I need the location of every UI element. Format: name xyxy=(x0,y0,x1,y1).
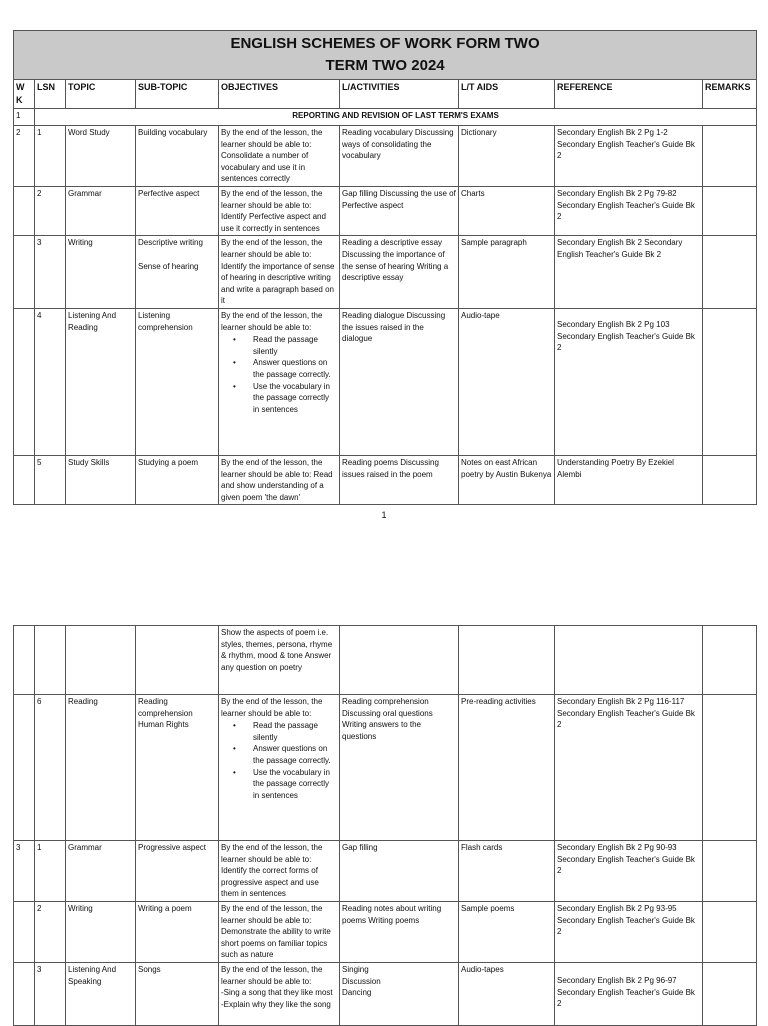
lesson-cell: 3 xyxy=(35,236,66,309)
activities-cell: Reading a descriptive essay Discussing the importance of the sense of hearing Writing a descriptive essay xyxy=(340,236,459,309)
remarks-cell xyxy=(703,841,757,902)
objectives-cell xyxy=(219,309,340,456)
activities-cell: Reading poems Discussing issues raised in the poem xyxy=(340,456,459,505)
activities-cell: Reading vocabulary Discussing ways of consolidating the vocabulary xyxy=(340,126,459,187)
activities-cell xyxy=(340,962,459,1025)
header-wk: W K xyxy=(14,80,35,109)
aids-cell: Charts xyxy=(459,187,555,236)
objectives-list xyxy=(221,334,337,415)
reference-cell xyxy=(555,626,703,695)
aids-cell: Audio-tape xyxy=(459,309,555,456)
remarks-cell xyxy=(703,901,757,962)
week-cell xyxy=(14,626,35,695)
subtopic-cell: Studying a poem xyxy=(136,456,219,505)
lesson-cell: 2 xyxy=(35,901,66,962)
exam-row xyxy=(14,109,757,126)
remarks-cell xyxy=(703,962,757,1025)
page-number: 1 xyxy=(381,510,387,520)
topic-cell: Reading xyxy=(66,695,136,841)
activities-cell: Gap filling Discussing the use of Perfective aspect xyxy=(340,187,459,236)
remarks-cell xyxy=(703,456,757,505)
objectives-line: -Sing a song that they like most xyxy=(221,988,333,998)
lesson-cell xyxy=(35,626,66,695)
week-cell xyxy=(14,236,35,309)
topic-cell: Writing xyxy=(66,236,136,309)
header-row xyxy=(14,80,757,109)
subtopic-cell: Building vocabulary xyxy=(136,126,219,187)
exam-week: 1 xyxy=(14,109,35,126)
objectives-cell: By the end of the lesson, the learner should be able to: Identify the importance of sense of hearing in descriptive writing and write a paragraph based on it xyxy=(219,236,340,309)
remarks-cell xyxy=(703,695,757,841)
schemes-table-page2 xyxy=(13,625,757,1026)
title-line-2: TERM TWO 2024 xyxy=(325,57,445,74)
header-subtopic: SUB-TOPIC xyxy=(136,80,219,109)
week-cell xyxy=(14,187,35,236)
table-row xyxy=(14,309,757,456)
subtopic-cell xyxy=(136,236,219,309)
subtopic-line: Descriptive writing xyxy=(138,238,203,248)
topic-cell: Listening And Reading xyxy=(66,309,136,456)
subtopic-cell: Perfective aspect xyxy=(136,187,219,236)
subtopic-cell: Progressive aspect xyxy=(136,841,219,902)
table-row xyxy=(14,126,757,187)
objectives-cell: By the end of the lesson, the learner should be able to: Consolidate a number of vocabulary and use it in sentences correctly xyxy=(219,126,340,187)
topic-cell: Writing xyxy=(66,901,136,962)
list-item: • Read the passage silently xyxy=(253,720,337,743)
objectives-line: -Explain why they like the song xyxy=(221,999,331,1009)
reference-cell: Secondary English Bk 2 Pg 103 Secondary English Teacher's Guide Bk 2 xyxy=(555,309,703,456)
objectives-list xyxy=(221,720,337,801)
topic-cell: Grammar xyxy=(66,841,136,902)
activities-cell: Reading notes about writing poems Writing poems xyxy=(340,901,459,962)
subtopic-cell: Reading comprehension Human Rights xyxy=(136,695,219,841)
week-cell: 2 xyxy=(14,126,35,187)
remarks-cell xyxy=(703,309,757,456)
document-title xyxy=(14,31,757,80)
week-cell xyxy=(14,901,35,962)
activities-cell: Gap filling xyxy=(340,841,459,902)
activities-cell xyxy=(340,626,459,695)
table-row xyxy=(14,901,757,962)
aids-cell: Pre-reading activities xyxy=(459,695,555,841)
topic-cell: Listening And Speaking xyxy=(66,962,136,1025)
aids-cell: Sample poems xyxy=(459,901,555,962)
header-remarks: REMARKS xyxy=(703,80,757,109)
reference-cell: Secondary English Bk 2 Pg 96-97 Secondary English Teacher's Guide Bk 2 xyxy=(555,962,703,1025)
objectives-intro: By the end of the lesson, the learner should be able to: xyxy=(221,311,323,332)
remarks-cell xyxy=(703,187,757,236)
table-row xyxy=(14,695,757,841)
objectives-intro: By the end of the lesson, the learner should be able to: xyxy=(221,964,323,986)
header-lsn: LSN xyxy=(35,80,66,109)
aids-cell xyxy=(459,626,555,695)
week-cell xyxy=(14,309,35,456)
table-row xyxy=(14,456,757,505)
reference-cell: Secondary English Bk 2 Pg 116-117 Secondary English Teacher's Guide Bk 2 xyxy=(555,695,703,841)
topic-cell: Word Study xyxy=(66,126,136,187)
week-cell xyxy=(14,456,35,505)
objectives-intro: By the end of the lesson, the learner should be able to: xyxy=(221,697,323,718)
subtopic-cell: Songs xyxy=(136,962,219,1025)
lesson-cell: 4 xyxy=(35,309,66,456)
schemes-table-page1 xyxy=(13,30,757,505)
lesson-cell: 5 xyxy=(35,456,66,505)
reference-cell: Secondary English Bk 2 Secondary English Teacher's Guide Bk 2 xyxy=(555,236,703,309)
exam-text: REPORTING AND REVISION OF LAST TERM'S EXAMS xyxy=(35,109,757,126)
header-reference: REFERENCE xyxy=(555,80,703,109)
remarks-cell xyxy=(703,236,757,309)
week-cell: 3 xyxy=(14,841,35,902)
aids-cell: Sample paragraph xyxy=(459,236,555,309)
remarks-cell xyxy=(703,126,757,187)
week-cell xyxy=(14,962,35,1025)
activities-cell: Reading dialogue Discussing the issues raised in the dialogue xyxy=(340,309,459,456)
subtopic-line: Sense of hearing xyxy=(138,262,199,272)
objectives-cell: By the end of the lesson, the learner should be able to: Demonstrate the ability to write short poems on familiar topics such as nature xyxy=(219,901,340,962)
topic-cell: Grammar xyxy=(66,187,136,236)
aids-cell: Audio-tapes xyxy=(459,962,555,1025)
objectives-cell: By the end of the lesson, the learner should be able to: Read and show understanding of a given poem 'the dawn' xyxy=(219,456,340,505)
list-item: • Use the vocabulary in the passage correctly in sentences xyxy=(253,381,337,416)
list-item: • Answer questions on the passage correctly. xyxy=(253,357,337,380)
table-row xyxy=(14,962,757,1025)
aids-cell: Dictionary xyxy=(459,126,555,187)
objectives-cell: By the end of the lesson, the learner should be able to: Identify the correct forms of progressive aspect and use them in sentences xyxy=(219,841,340,902)
objectives-cell xyxy=(219,962,340,1025)
activity-line: Dancing xyxy=(342,988,372,998)
lesson-cell: 6 xyxy=(35,695,66,841)
header-activities: L/ACTIVITIES xyxy=(340,80,459,109)
table-row xyxy=(14,187,757,236)
objectives-cell: Show the aspects of poem i.e. styles, themes, persona, rhyme & rhythm, mood & tone Answer any question on poetry xyxy=(219,626,340,695)
week-cell xyxy=(14,695,35,841)
objectives-cell: By the end of the lesson, the learner should be able to: Identify Perfective aspect and use it correctly in sentences xyxy=(219,187,340,236)
reference-cell: Secondary English Bk 2 Pg 1-2 Secondary English Teacher's Guide Bk 2 xyxy=(555,126,703,187)
reference-cell: Secondary English Bk 2 Pg 79-82 Secondary English Teacher's Guide Bk 2 xyxy=(555,187,703,236)
activity-line: Discussion xyxy=(342,976,381,986)
activities-cell: Reading comprehension Discussing oral questions Writing answers to the questions xyxy=(340,695,459,841)
list-item: • Read the passage silently xyxy=(253,334,337,357)
table-row xyxy=(14,236,757,309)
subtopic-cell: Writing a poem xyxy=(136,901,219,962)
topic-cell: Study Skills xyxy=(66,456,136,505)
reference-cell: Understanding Poetry By Ezekiel Alembi xyxy=(555,456,703,505)
lesson-cell: 1 xyxy=(35,126,66,187)
table-row xyxy=(14,626,757,695)
header-objectives: OBJECTIVES xyxy=(219,80,340,109)
table-row xyxy=(14,841,757,902)
reference-cell: Secondary English Bk 2 Pg 90-93 Secondary English Teacher's Guide Bk 2 xyxy=(555,841,703,902)
subtopic-cell: Listening comprehension xyxy=(136,309,219,456)
header-topic: TOPIC xyxy=(66,80,136,109)
lesson-cell: 3 xyxy=(35,962,66,1025)
remarks-cell xyxy=(703,626,757,695)
reference-cell: Secondary English Bk 2 Pg 93-95 Secondary English Teacher's Guide Bk 2 xyxy=(555,901,703,962)
lesson-cell: 1 xyxy=(35,841,66,902)
topic-cell xyxy=(66,626,136,695)
title-line-1: ENGLISH SCHEMES OF WORK FORM TWO xyxy=(230,35,540,52)
objectives-cell xyxy=(219,695,340,841)
list-item: • Use the vocabulary in the passage correctly in sentences xyxy=(253,767,337,802)
activity-line: Singing xyxy=(342,964,369,974)
aids-cell: Flash cards xyxy=(459,841,555,902)
aids-cell: Notes on east African poetry by Austin Bukenya xyxy=(459,456,555,505)
lesson-cell: 2 xyxy=(35,187,66,236)
subtopic-cell xyxy=(136,626,219,695)
header-aids: L/T AIDS xyxy=(459,80,555,109)
list-item: • Answer questions on the passage correctly. xyxy=(253,743,337,766)
